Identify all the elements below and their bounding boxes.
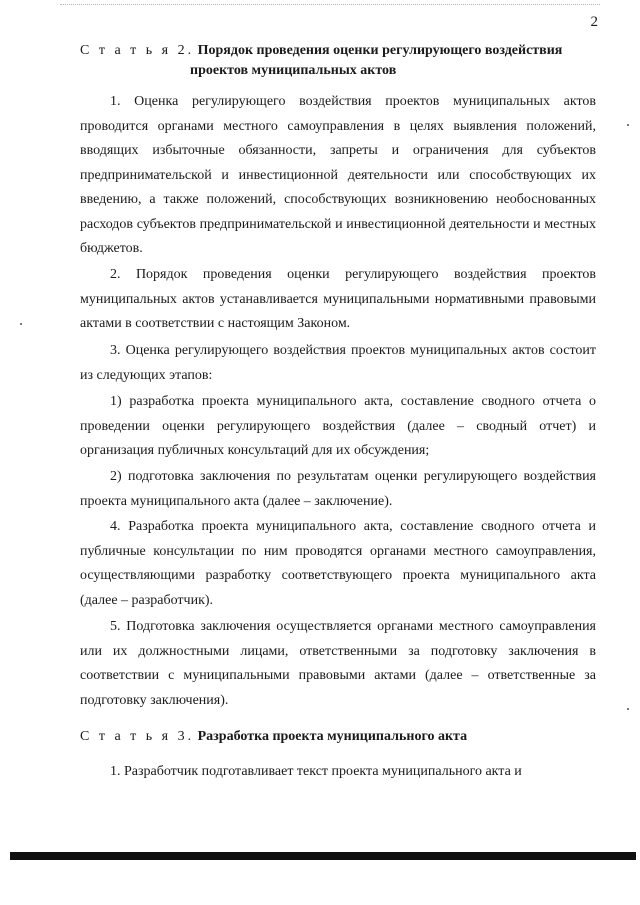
scan-mark — [627, 124, 629, 126]
scan-edge-line — [60, 4, 600, 6]
article-3-heading — [80, 727, 600, 747]
scan-mark — [20, 323, 22, 325]
page-number: 2 — [590, 14, 598, 30]
article-2-title-line2: проектов муниципальных актов — [190, 63, 397, 78]
paragraph-3-item-2: 2) подготовка заключения по результатам оценки регулирующего воздействия проекта муниципального акта (далее – заключение). — [80, 469, 596, 509]
article-2-label: С т а т ь я 2. — [80, 43, 195, 58]
article-2-title-line1: Порядок проведения оценки регулирующего воздействия — [197, 43, 563, 58]
paragraph-1: 1. Оценка регулирующего воздействия проектов муниципальных актов проводится органами местного самоуправления в целях выявления положений, вводящих избыточные обязанности, запреты и ограничения для субъектов предпринимательской и инвестиционной деятельности или способствующих их введению, а также положений, способствующих возникновению необоснованных расходов субъектов предпринимательской и инвестиционной деятельности и местных бюджетов. — [80, 94, 596, 256]
article-2-heading — [80, 41, 600, 81]
article-3-label: С т а т ь я 3. — [80, 729, 195, 744]
article-3-title: Разработка проекта муниципального акта — [197, 729, 468, 744]
paragraph-4: 4. Разработка проекта муниципального акта, составление сводного отчета и публичные консультации по ним проводятся органами местного самоуправления, осуществляющими разработку соответствующего проекта муниципального акта (далее – разработчик). — [80, 519, 596, 608]
paragraph-5: 5. Подготовка заключения осуществляется органами местного самоуправления или их должностными лицами, ответственными за подготовку заключения в соответствии с муниципальными правовыми актами (далее – ответственные за подготовку заключения). — [80, 619, 596, 708]
paragraph-3: 3. Оценка регулирующего воздействия проектов муниципальных актов состоит из следующих этапов: — [80, 343, 596, 383]
article-3-paragraph-1: 1. Разработчик подготавливает текст проекта муниципального акта и — [110, 764, 522, 779]
scan-bottom-edge — [10, 852, 636, 860]
paragraph-3-item-1: 1) разработка проекта муниципального акта, составление сводного отчета о проведении оценки регулирующего воздействия (далее – сводный отчет) и организация публичных консультаций для их обсуждения; — [80, 394, 596, 458]
scan-mark — [627, 708, 629, 710]
paragraph-2: 2. Порядок проведения оценки регулирующего воздействия проектов муниципальных актов устанавливается муниципальными нормативными правовыми актами в соответствии с настоящим Законом. — [80, 267, 596, 331]
